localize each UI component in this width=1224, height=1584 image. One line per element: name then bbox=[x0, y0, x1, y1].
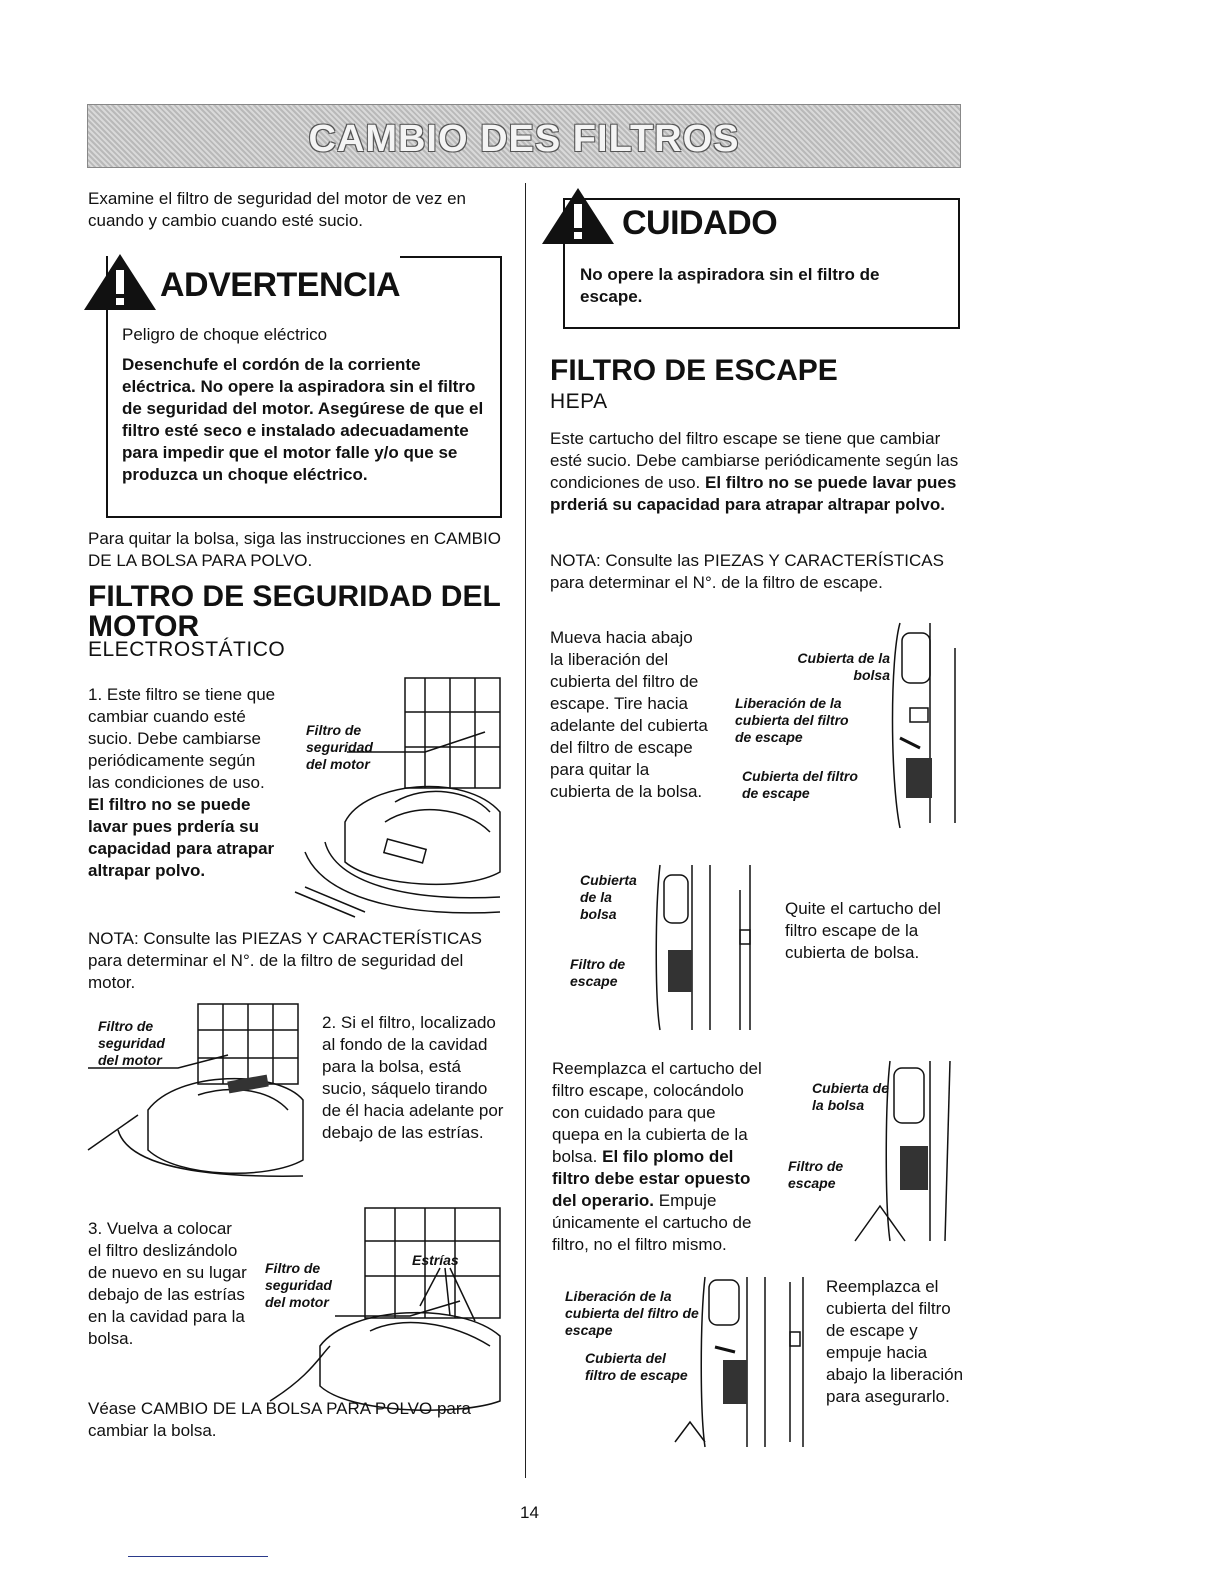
subheading-electrostatico: ELECTROSTÁTICO bbox=[88, 638, 286, 661]
figD-label1: Liberación de la cubierta del filtro de escape bbox=[565, 1288, 699, 1338]
advertencia-body: Desenchufe el cordón de la corriente eléctrica. No opere la aspiradora sin el filtro de seguridad del motor. Asegúrese de que el filtro esté seco e instalado adecuadamente para impedir que el motor falle y/o que se produzca un choque eléctrico. bbox=[122, 355, 484, 484]
reemplazca2-text: Reemplazca el cubierta del filtro de escape y empuje hacia abajo la liberación para asegurarlo. bbox=[826, 1277, 964, 1406]
motor-filter-illustration-3 bbox=[250, 1206, 510, 1416]
figA-label1: Cubierta de la bolsa bbox=[797, 650, 890, 683]
motor-filter-illustration-1 bbox=[285, 672, 510, 922]
quite-text: Quite el cartucho del filtro escape de la cubierta de bolsa. bbox=[785, 899, 941, 962]
cuidado-title: CUIDADO bbox=[622, 204, 778, 242]
advertencia-title: ADVERTENCIA bbox=[160, 266, 401, 304]
figC-label1: Cubierta de la bolsa bbox=[812, 1080, 890, 1113]
subheading-hepa: HEPA bbox=[550, 390, 608, 413]
reemplazca1-bold: El filo plomo del filtro debe estar opuesto del operario. bbox=[552, 1147, 751, 1210]
cuidado-body: No opere la aspiradora sin el filtro de escape. bbox=[580, 265, 880, 306]
intro-text: Examine el filtro de seguridad del motor de vez en cuando y cambio cuando esté sucio. bbox=[88, 189, 466, 230]
figB-label1: Cubierta de la bolsa bbox=[580, 872, 637, 922]
step2-text: 2. Si el filtro, localizado al fondo de la cavidad para la bolsa, está sucio, sáquelo tirando de él hacia adelante por debajo de las estrías. bbox=[322, 1013, 504, 1142]
figB-label2: Filtro de escape bbox=[570, 956, 626, 989]
figA-label3: Cubierta del filtro de escape bbox=[742, 768, 858, 801]
step1-text bbox=[88, 684, 278, 882]
escape-paragraph bbox=[550, 428, 960, 516]
nota-seguridad: NOTA: Consulte las PIEZAS Y CARACTERÍSTICAS para determinar el N°. de la filtro de seguridad del motor. bbox=[88, 929, 482, 992]
step1-plain: 1. Este filtro se tiene que cambiar cuando esté sucio. Debe cambiarse periódicamente según las condiciones de uso. bbox=[88, 685, 276, 792]
warning-triangle-icon bbox=[82, 252, 158, 312]
escape-bold: El filtro no se puede lavar pues prderiá su capacidad para atrapar altrapar polvo. bbox=[550, 473, 957, 514]
fig3-label: Filtro de seguridad del motor bbox=[265, 1260, 332, 1310]
page-number: 14 bbox=[520, 1503, 539, 1522]
fig3-estrias-label: Estrías bbox=[412, 1252, 459, 1268]
figC-label2: Filtro de escape bbox=[788, 1158, 844, 1191]
step1-bold: El filtro no se puede lavar pues prdería su capacidad para atrapar altrapar polvo. bbox=[88, 795, 275, 880]
heading-filtro-seguridad: FILTRO DE SEGURIDAD DEL MOTOR bbox=[88, 580, 501, 643]
nota-escape: NOTA: Consulte las PIEZAS Y CARACTERÍSTICAS para determinar el N°. de la filtro de escape. bbox=[550, 551, 944, 592]
advertencia-subtitle: Peligro de choque eléctrico bbox=[122, 325, 328, 344]
fig2-label: Filtro de seguridad del motor bbox=[98, 1018, 165, 1068]
section-banner bbox=[87, 104, 961, 168]
figD-label2: Cubierta del filtro de escape bbox=[585, 1350, 688, 1383]
footer-rule bbox=[128, 1556, 268, 1557]
reemplazca1-tail: Empuje únicamente el cartucho de filtro, no el filtro mismo. bbox=[552, 1191, 752, 1254]
step3-text: 3. Vuelva a colocar el filtro deslizándolo de nuevo en su lugar debajo de las estrías en la cavidad para la bolsa. bbox=[88, 1219, 247, 1348]
figA-label2: Liberación de la cubierta del filtro de escape bbox=[735, 695, 849, 745]
column-divider bbox=[525, 183, 526, 1478]
vease-text: Véase CAMBIO DE LA BOLSA PARA POLVO para cambiar la bolsa. bbox=[88, 1399, 471, 1440]
heading-filtro-escape: FILTRO DE ESCAPE bbox=[550, 354, 838, 387]
escape-plain: Este cartucho del filtro escape se tiene que cambiar esté sucio. Debe cambiarse periódicamente según las condiciones de uso. bbox=[550, 429, 959, 492]
bolsa-note: Para quitar la bolsa, siga las instrucciones en CAMBIO DE LA BOLSA PARA POLVO. bbox=[88, 529, 501, 570]
advertencia-header-line bbox=[400, 256, 502, 258]
reemplazca1-text bbox=[552, 1058, 767, 1256]
reemplazca1-plain: Reemplazca el cartucho del filtro escape, colocándolo con cuidado para que quepa en la cubierta de la bolsa. bbox=[552, 1059, 762, 1166]
banner-title: CAMBIO DES FILTROS bbox=[308, 118, 740, 160]
fig1-label: Filtro de seguridad del motor bbox=[306, 722, 373, 772]
mueva-text: Mueva hacia abajo la liberación del cubierta del filtro de escape. Tire hacia adelante del cubierta del filtro de escape para quitar la cubierta de la bolsa. bbox=[550, 628, 708, 801]
warning-triangle-icon bbox=[540, 186, 616, 246]
